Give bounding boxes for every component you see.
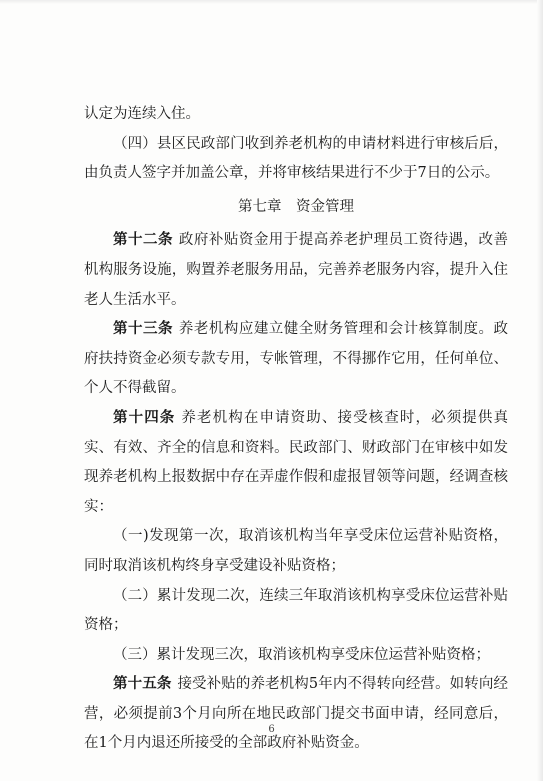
article-15-number: 第十五条 [113,676,172,693]
list-item: （二）累计发现二次，连续三年取消该机构享受床位运营补贴资格； [84,587,508,634]
article-14-number: 第十四条 [113,409,176,426]
chapter-title: 第七章 资金管理 [238,198,354,215]
list-item: （三）累计发现三次，取消该机构享受床位运营补贴资格； [113,646,490,663]
page-number: 6 [268,724,275,735]
article-13-text: 养老机构应建立健全财务管理和会计核算制度。政府扶持资金必须专款专用，专帐管理，不得挪作它用，任何单位、个人不得截留。 [84,321,508,397]
article-13-number: 第十三条 [113,321,173,338]
article-12-number: 第十二条 [113,232,173,249]
clause-four: （四）县区民政部门收到养老机构的申请材料进行审核后后，由负责人签字并加盖公章，并将审核结果进行不少于7日的公示。 [84,135,508,182]
scan-top-edge [0,0,543,4]
scan-right-edge [537,0,543,781]
article-14 [84,404,508,522]
article-13 [84,315,508,404]
document-body [84,100,508,759]
article-15-text: 接受补贴的养老机构5年内不得转向经营。如转向经营，必须提前3个月向所在地民政部门提交书面申请，经同意后，在1个月内退还所接受的全部政府补贴资金。 [84,676,509,752]
continuation-line: 认定为连续入住。 [84,106,200,122]
article-12 [84,226,508,315]
article-12-text: 政府补贴资金用于提高养老护理员工资待遇，改善机构服务设施，购置养老服务用品，完善养老服务内容，提升入住老人生活水平。 [84,232,508,308]
article-14-text: 养老机构在申请资助、接受核查时，必须提供真实、有效、齐全的信息和资料。民政部门、财政部门在审核中如发现养老机构上报数据中存在弄虚作假和虚报冒领等问题，经调查核实： [84,409,509,515]
article-15 [84,670,508,759]
list-item: （一)发现第一次，取消该机构当年享受床位运营补贴资格，同时取消该机构终身享受建设补贴资格； [84,528,508,574]
